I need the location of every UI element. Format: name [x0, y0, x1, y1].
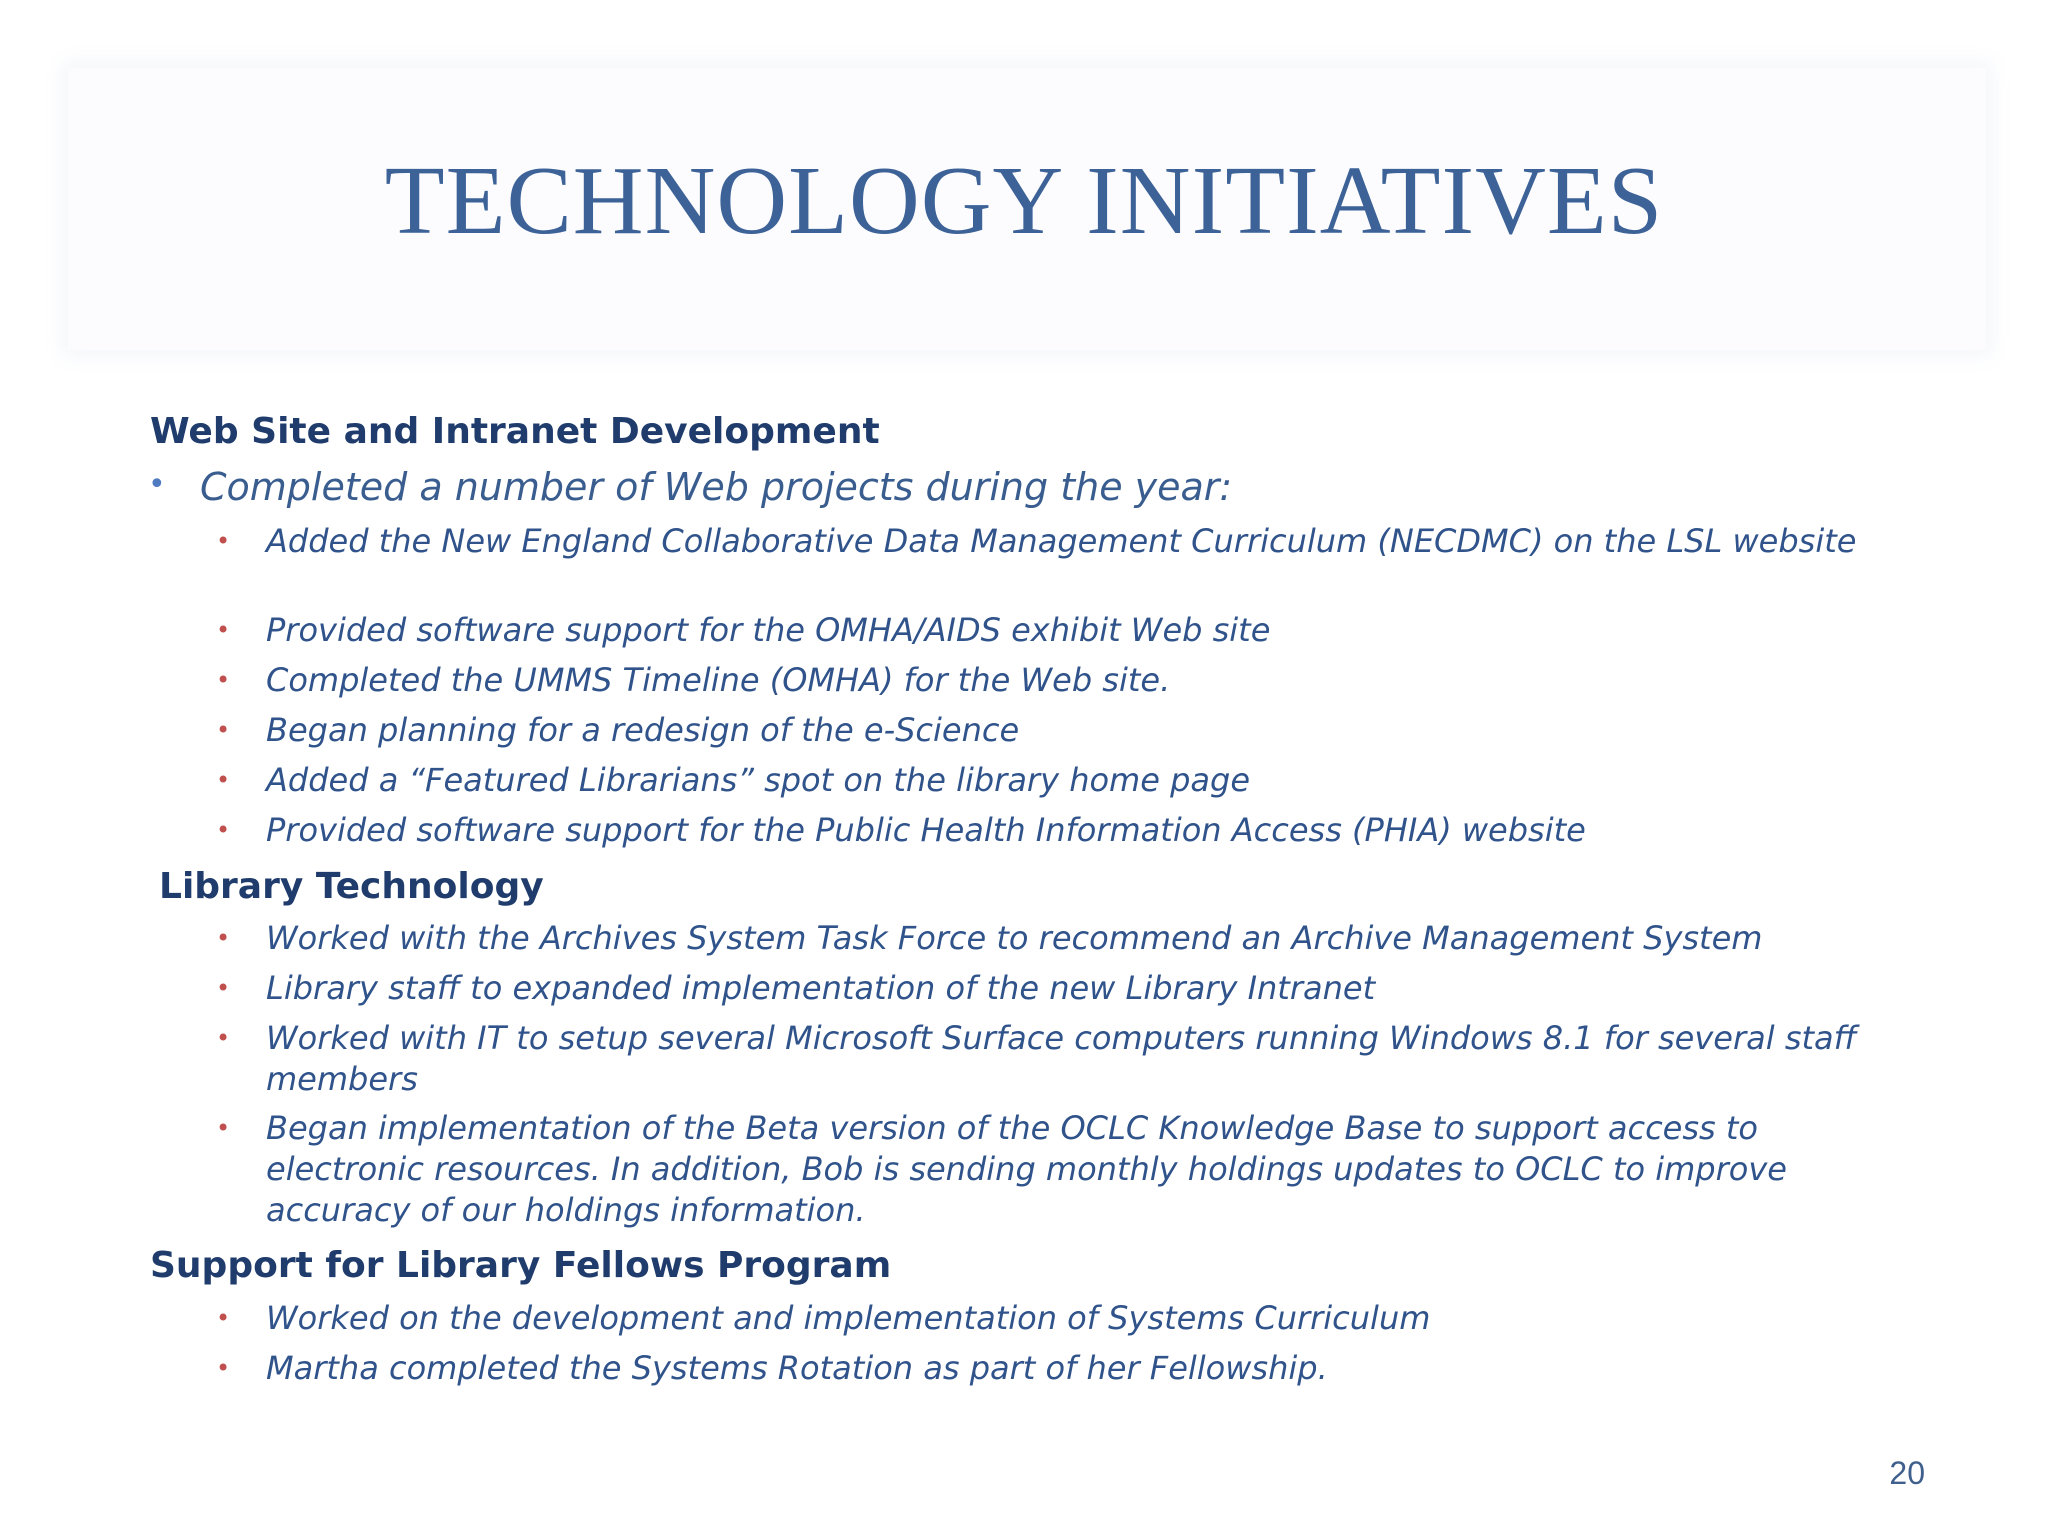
bullet-dot-icon: • [216, 974, 231, 1002]
bullet-dot-icon: • [216, 1304, 231, 1332]
bullet-dot-icon: • [216, 1024, 231, 1052]
bullet-dot-icon: • [216, 924, 231, 952]
list-item: • Library staff to expanded implementation of the new Library Intranet [216, 969, 1376, 1007]
list-item: • Added the New England Collaborative Data Management Curriculum (NECDMC) on the LSL website [216, 522, 1857, 560]
section-heading-fellows-program: Support for Library Fellows Program [150, 1245, 892, 1286]
bullet-dot-icon: • [216, 816, 231, 844]
list-item: • Worked with IT to setup several Microsoft Surface computers running Windows 8.1 for several staff members [216, 1019, 1857, 1098]
list-item: • Provided software support for the OMHA/AIDS exhibit Web site [216, 611, 1271, 649]
bullet-dot-icon: • [216, 1114, 231, 1142]
section-heading-web-site: Web Site and Intranet Development [150, 411, 880, 452]
bullet-dot-icon: • [148, 467, 166, 502]
page-number: 20 [1889, 1455, 1925, 1491]
bullet-dot-icon: • [216, 1354, 231, 1382]
list-item: • Began planning for a redesign of the e-Science [216, 711, 1020, 749]
list-item: • Martha completed the Systems Rotation as part of her Fellowship. [216, 1349, 1328, 1387]
list-item: • Completed the UMMS Timeline (OMHA) for the Web site. [216, 661, 1171, 699]
slide-title: TECHNOLOGY INITIATIVES [384, 147, 1664, 255]
list-item: • Began implementation of the Beta version of the OCLC Knowledge Base to support access to electronic resources. In addition, Bob is sending monthly holdings updates to OCLC to improve accuracy of our holdings information. [216, 1109, 1787, 1229]
bullet-dot-icon: • [216, 666, 231, 694]
bullet-dot-icon: • [216, 527, 231, 555]
list-item: • Worked with the Archives System Task Force to recommend an Archive Management System [216, 919, 1763, 957]
bullet-dot-icon: • [216, 716, 231, 744]
list-item: • Provided software support for the Public Health Information Access (PHIA) website [216, 811, 1586, 849]
section-heading-library-technology: Library Technology [159, 866, 544, 907]
list-item: • Worked on the development and implementation of Systems Curriculum [216, 1299, 1431, 1337]
lead-bullet-text: Completed a number of Web projects during the year: [200, 465, 1233, 509]
bullet-dot-icon: • [216, 616, 231, 644]
bullet-dot-icon: • [216, 766, 231, 794]
list-item: • Added a “Featured Librarians” spot on the library home page [216, 761, 1250, 799]
